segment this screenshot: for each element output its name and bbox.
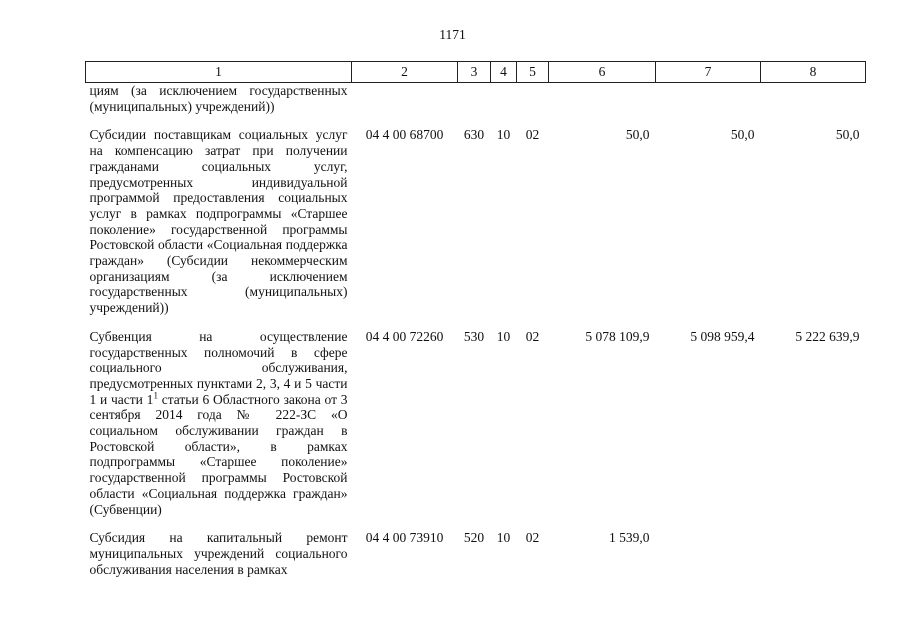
row-section: 10 xyxy=(496,328,511,344)
table-header xyxy=(86,62,866,83)
header-col-3: 3 xyxy=(458,62,491,83)
budget-table xyxy=(85,61,866,577)
row-amount-col6: 1 539,0 xyxy=(609,530,650,546)
row-subsection: 02 xyxy=(525,127,540,143)
row-section xyxy=(491,83,517,115)
row-subsection: 02 xyxy=(525,328,540,344)
row-amount-col6: 5 078 109,9 xyxy=(585,328,650,344)
row-section: 10 xyxy=(496,530,511,546)
row-description: Субсидии поставщикам социальных услуг на компенсацию затрат при получении гражданами социальных услуг, предусмотренных индивидуальной программой предоставления социальных услуг в рамках подпрограммы «Старшее поколение» государственной программы Ростовской области «Социальная поддержка граждан» (Субсидии некоммерческим организациям (за исключением государственных (муниципальных) учреждений)) xyxy=(89,127,348,316)
header-col-5: 5 xyxy=(517,62,549,83)
row-description-text-continued: статьи 6 Областного закона от 3 сентября 2014 года № 222-ЗС «О социальном обслуживании граждан в Ростовской области», в рамках подпрограммы «Старшее поколение» государственной программы Ростовской области «Социальная поддержка граждан» (Субвенции) xyxy=(89,391,348,517)
row-description: Субсидия на капитальный ремонт муниципальных учреждений социального обслуживания населения в рамках xyxy=(89,530,348,577)
row-expense-type: 530 xyxy=(463,328,485,344)
row-description-text: Субвенция на осуществление государственных полномочий в сфере социального обслуживания, предусмотренных пунктами 2, 3, 4 и 5 части 1 и части 1 xyxy=(89,328,348,407)
row-amount-col7: 50,0 xyxy=(730,127,755,143)
row-amount-col7 xyxy=(656,517,761,577)
row-description xyxy=(86,316,352,517)
row-expense-type: 520 xyxy=(463,530,485,546)
row-target-code: 04 4 00 68700 xyxy=(365,127,444,143)
table-row xyxy=(86,83,866,115)
table-row xyxy=(86,114,866,315)
row-amount-col8: 5 222 639,9 xyxy=(795,328,860,344)
row-subsection: 02 xyxy=(525,530,540,546)
row-expense-type: 630 xyxy=(463,127,485,143)
header-row xyxy=(86,62,866,83)
header-col-7: 7 xyxy=(656,62,761,83)
row-subsection xyxy=(517,83,549,115)
header-col-2: 2 xyxy=(352,62,458,83)
row-amount-col8 xyxy=(761,83,866,115)
row-target-code: 04 4 00 72260 xyxy=(365,328,444,344)
table-row xyxy=(86,517,866,577)
row-amount-col7: 5 098 959,4 xyxy=(690,328,755,344)
header-col-4: 4 xyxy=(491,62,517,83)
table-row xyxy=(86,316,866,517)
row-description-superscript: 1 xyxy=(153,390,158,401)
row-amount-col7 xyxy=(656,83,761,115)
row-target-code: 04 4 00 73910 xyxy=(365,530,444,546)
header-col-6: 6 xyxy=(549,62,656,83)
row-amount-col6 xyxy=(549,83,656,115)
row-amount-col8: 50,0 xyxy=(835,127,860,143)
row-amount-col6: 50,0 xyxy=(625,127,650,143)
row-amount-col8 xyxy=(761,517,866,577)
page-number: 1171 xyxy=(439,27,466,42)
row-section: 10 xyxy=(496,127,511,143)
row-description: циям (за исключением государственных (муниципальных) учреждений)) xyxy=(89,83,348,114)
row-expense-type xyxy=(458,83,491,115)
row-target-code xyxy=(352,83,458,115)
header-col-1: 1 xyxy=(86,62,352,83)
header-col-8: 8 xyxy=(761,62,866,83)
